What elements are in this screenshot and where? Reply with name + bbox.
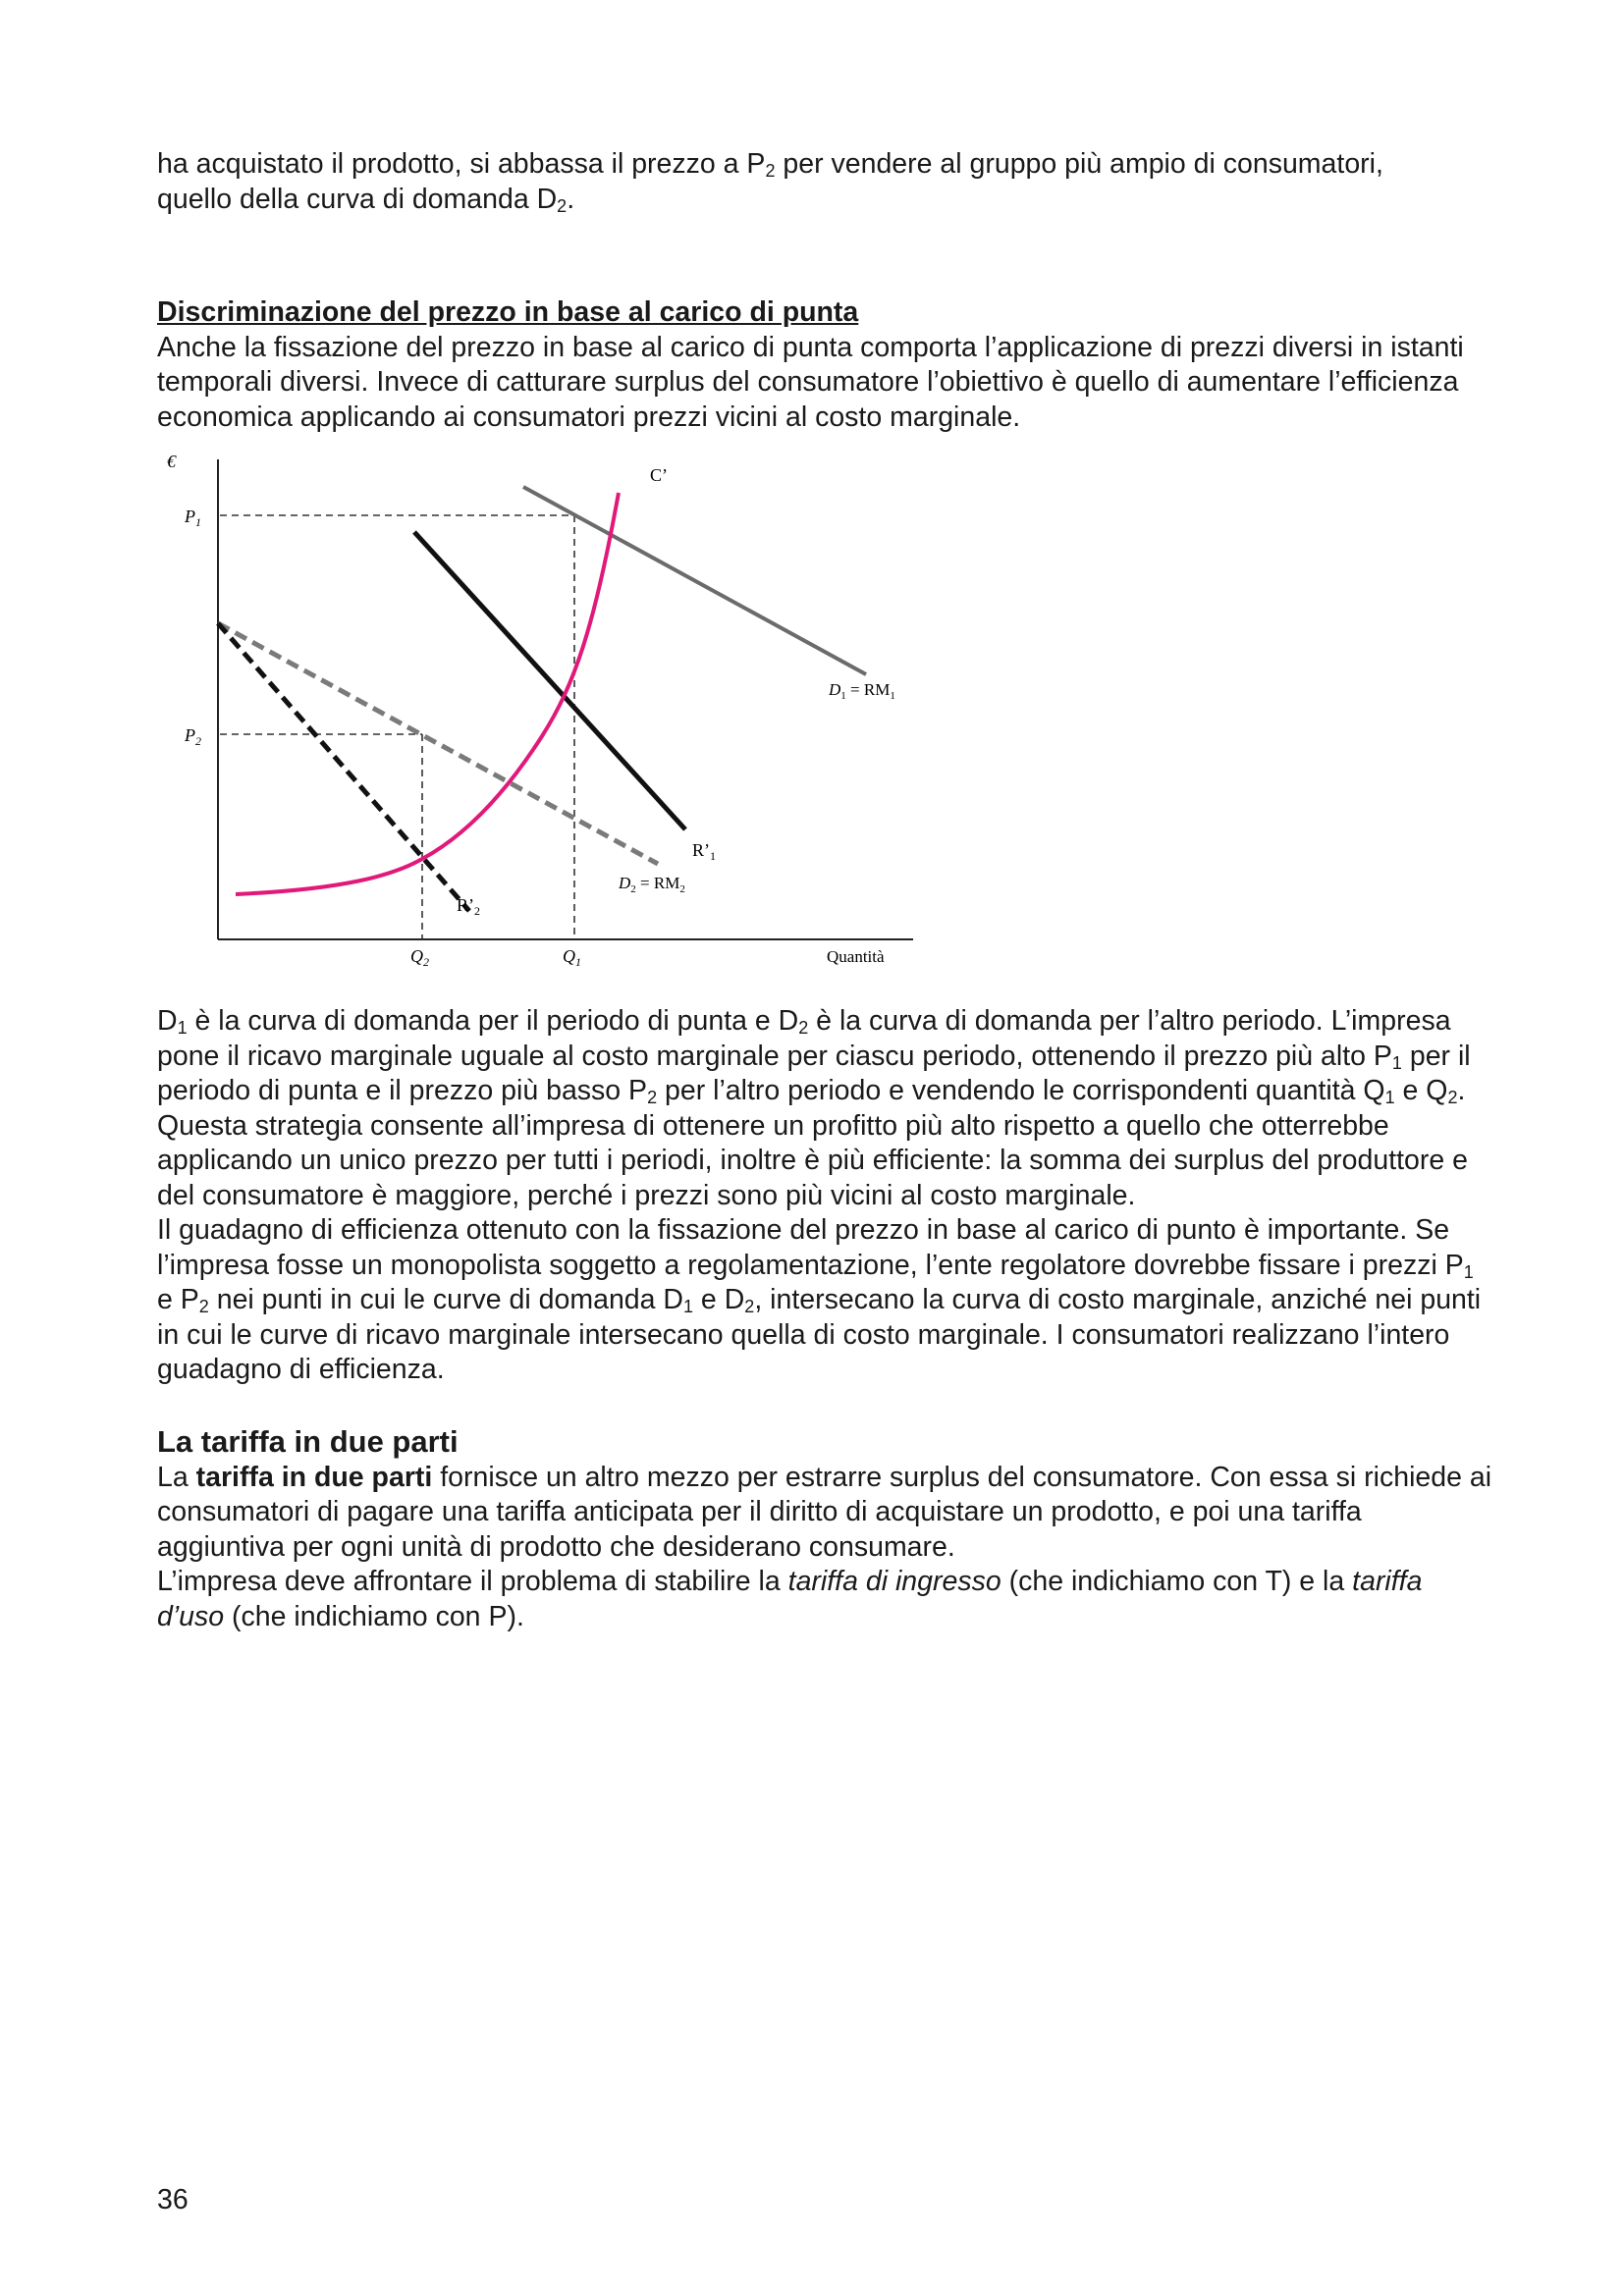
two-part-paragraph-2: L’impresa deve affrontare il problema di stabilire la tariffa di ingresso (che indichiamo con T) e la tariffa d’uso (che indichiamo con P).	[157, 1566, 1423, 1632]
mc-label: C’	[650, 465, 668, 485]
marginal-revenue-r1	[414, 532, 685, 829]
peak-load-chart	[157, 452, 923, 977]
p2-label: $P_2$	[185, 725, 201, 748]
peak-load-figure	[157, 452, 923, 977]
q2-label: $Q_2$	[410, 946, 429, 969]
demand-curve-d2	[218, 623, 658, 864]
p1-label: $P_1$	[185, 507, 201, 529]
x-axis-label: Quantità	[827, 947, 885, 966]
r1-label: $R’_1$	[692, 840, 716, 863]
body-paragraph-2: Il guadagno di efficienza ottenuto con la fissazione del prezzo in base al carico di punto è importante. Se l’impresa fosse un monopolista soggetto a regolamentazione, l’ente regolatore dovrebbe fissare i prezzi $P_1$ e $P_2$ nei punti in cui le curve di domanda $D_1$ e $D_2$, intersecano la curva di costo marginale, anziché nei punti in cui le curve di ricavo marginale intersecano quella di costo marginale. I consumatori realizzano l’intero guadagno di efficienza.	[157, 1214, 1482, 1385]
marginal-revenue-r2	[218, 623, 469, 911]
intro-paragraph: ha acquistato il prodotto, si abbassa il prezzo a $P_2$ per vendere al gruppo più ampio di consumatori, quello della curva di domanda $D_2$.	[157, 148, 1383, 216]
section-paragraph-peak-load: Anche la fissazione del prezzo in base al carico di punta comporta l’applicazione di prezzi diversi in istanti temporali diversi. Invece di catturare surplus del consumatore l’obiettivo è quello di aumentare l’efficienza economica applicando ai consumatori prezzi vicini al costo marginale.	[157, 331, 1464, 433]
q1-label: $Q_1$	[563, 946, 581, 969]
section-heading-peak-load: Discriminazione del prezzo in base al carico di punta	[157, 296, 859, 328]
section-heading-two-part-tariff: La tariffa in due parti	[157, 1423, 459, 1459]
r2-label: $R’_2$	[457, 895, 480, 918]
d2-label: $D_2 = RM_2$	[619, 874, 685, 895]
page-number: 36	[157, 2184, 189, 2216]
two-part-paragraph-1: La tariffa in due parti fornisce un altro mezzo per estrarre surplus del consumatore. Con essa si richiede ai consumatori di pagare una tariffa anticipata per il diritto di acquistare un prodotto, e poi una tariffa aggiuntiva per ogni unità di prodotto che desiderano consumare.	[157, 1461, 1492, 1563]
y-axis-label: €	[167, 452, 176, 471]
d1-label: $D_1 = RM_1$	[829, 680, 895, 702]
body-paragraph-1: $D_1$ è la curva di domanda per il periodo di punta e $D_2$ è la curva di domanda per l’altro periodo. L’impresa pone il ricavo marginale uguale al costo marginale per ciascu periodo, ottenendo il prezzo più alto $P_1$ per il periodo di punta e il prezzo più basso $P_2$ per l’altro periodo e vendendo le corrispondenti quantità $Q_1$ e $Q_2$. Questa strategia consente all’impresa di ottenere un profitto più alto rispetto a quello che otterrebbe applicando un unico prezzo per tutti i periodi, inoltre è più efficiente: la somma dei surplus del produttore e del consumatore è maggiore, perché i prezzi sono più vicini al costo marginale.	[157, 1005, 1471, 1211]
